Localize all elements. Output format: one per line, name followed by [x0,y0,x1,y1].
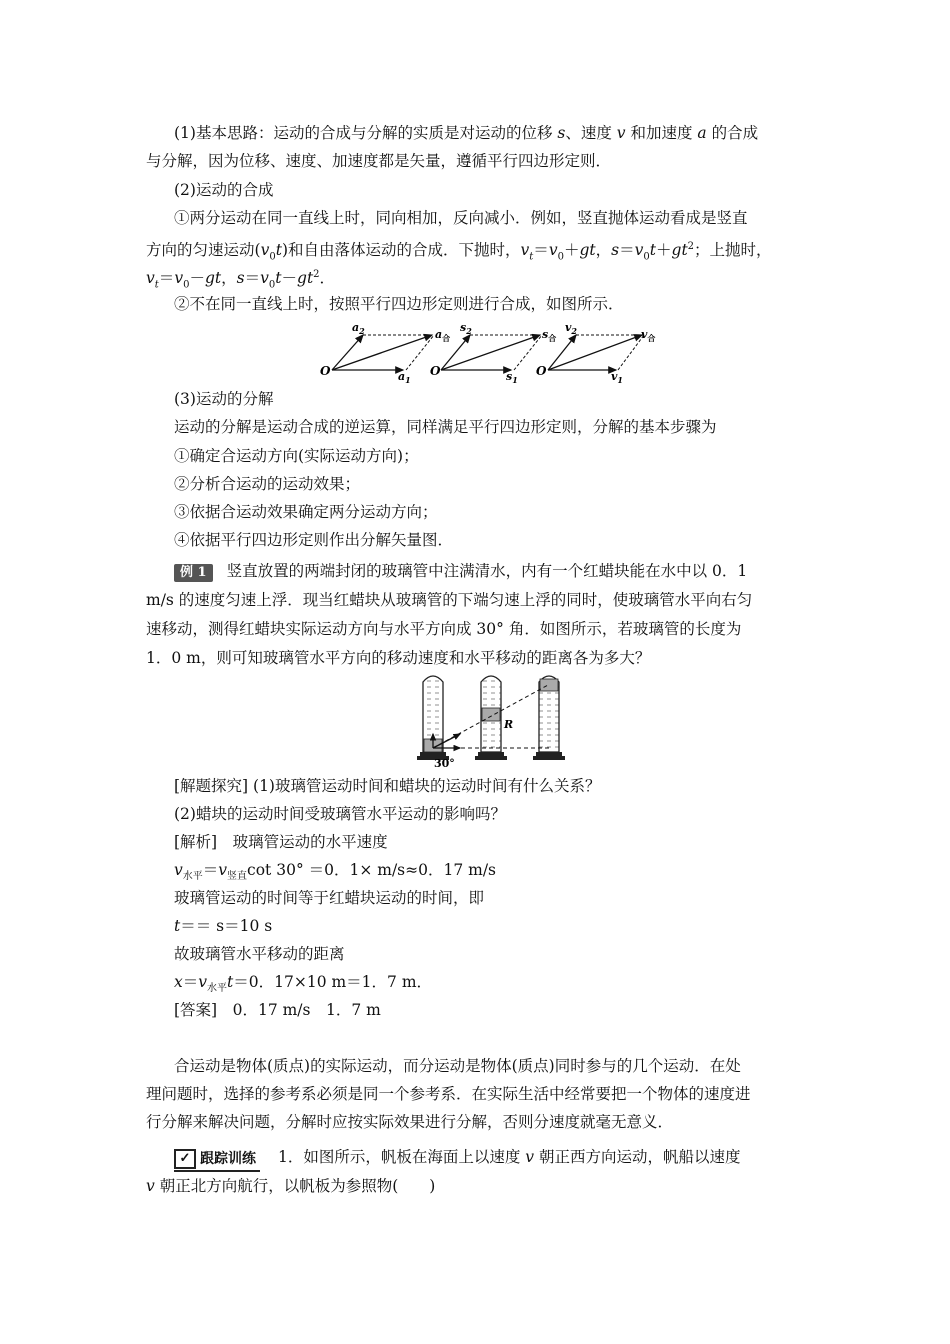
para-same-line-1: ①两分运动在同一直线上时，同向相加，反向减小．例如，竖直抛体运动看成是竖直 [174,209,748,227]
para-not-same-line: ②不在同一直线上时，按照平行四边形定则进行合成，如图所示． [174,295,624,313]
step-1: ①确定合运动方向(实际运动方向)； [174,447,419,465]
svg-text:v合: $v_合$ [641,328,656,343]
equation-time: t＝＝ s＝10 s [174,917,273,935]
para-same-line-2: 方向的匀速运动$(v_0t)$和自由落体运动的合成．下抛时，$v_t=v_0+gt$，$s=v_0t+gt^2$；上抛时， [146,241,772,263]
parallelogram-diagram [318,320,658,384]
svg-text:v1: $v_1$ [611,370,623,384]
diagram-velocity [536,321,655,384]
svg-text:a合: $a_合$ [435,328,451,343]
equation-distance: $x=v_{水平}t=0$．17×10 m＝1．7 m． [174,973,433,995]
svg-text:s2: $s_2$ [460,321,472,336]
summary-line1: 合运动是物体(质点)的实际运动，而分运动是物体(质点)同时参与的几个运动．在处 [174,1057,741,1075]
check-icon: ✓ [174,1149,196,1169]
summary-line2: 理问题时，选择的参考系必须是同一个参考系．在实际生活中经常要把一个物体的速度进 [146,1085,751,1103]
svg-text:a2: $a_2$ [352,321,365,336]
para-basic-idea-line2: 与分解，因为位移、速度、加速度都是矢量，遵循平行四边形定则． [146,152,612,170]
step-4: ④依据平行四边形定则作出分解矢量图． [174,531,454,549]
svg-text:O: O [320,364,331,378]
equation-horizontal-speed: $v_{水平}=v_{竖直}\cot$ 30° ＝0．1× m/s≈0．17 m/s [174,861,497,883]
training-badge: ✓ 跟踪训练 [174,1149,260,1172]
step-2: ②分析合运动的运动效果； [174,475,361,493]
answer: [答案] 0．17 m/s 1．7 m [174,1001,381,1019]
step-3: ③依据合运动效果确定两分运动方向； [174,503,438,521]
example-tag: 例 1 [174,564,213,582]
svg-text:O: O [536,364,547,378]
svg-text:O: O [430,364,441,378]
analysis-heading: [解析] 玻璃管运动的水平速度 [174,833,388,851]
training-line2: v 朝正北方向航行，以帆板为参照物( ) [146,1177,436,1195]
svg-text:a1: $a_1$ [398,370,411,384]
question-2: (2)蜡块的运动时间受玻璃管水平运动的影响吗？ [174,805,506,823]
analysis-distance-text: 故玻璃管水平移动的距离 [174,945,345,963]
example-line3: 速移动，测得红蜡块实际运动方向与水平方向成 30° 角．如图所示，若玻璃管的长度为 [146,620,742,638]
svg-text:s1: $s_1$ [506,370,518,384]
para-decomposition-intro: 运动的分解是运动合成的逆运算，同样满足平行四边形定则，分解的基本步骤为 [174,418,717,436]
question-1: [解题探究] (1)玻璃管运动时间和蜡块的运动时间有什么关系？ [174,777,601,795]
heading-decomposition: (3)运动的分解 [174,390,274,408]
svg-text:v2: $v_2$ [565,321,577,336]
example-line1: 例 1 竖直放置的两端封闭的玻璃管中注满清水，内有一个红蜡块能在水中以 0．1 [174,561,747,582]
heading-composition: (2)运动的合成 [174,181,274,199]
analysis-time-text: 玻璃管运动的时间等于红蜡块运动的时间，即 [174,889,485,907]
example-line2: m/s 的速度匀速上浮．现当红蜡块从玻璃管的下端匀速上浮的同时，使玻璃管水平向右匀 [146,591,753,609]
svg-text:R: R [504,718,514,731]
example-line4: 1．0 m，则可知玻璃管水平方向的移动速度和水平移动的距离各为多大？ [146,649,651,667]
summary-line3: 行分解来解决问题，分解时应按实际效果进行分解，否则分速度就毫无意义． [146,1113,674,1131]
para-same-line-3: $v_t=v_0-gt$，$s=v_0t-gt^2$． [146,269,336,291]
glass-tube-diagram [410,672,570,768]
svg-text:30°: 30° [434,757,455,768]
training-line1: ✓ 跟踪训练 1．如图所示，帆板在海面上以速度 v 朝正西方向运动，帆船以速度 [174,1147,741,1172]
para-basic-idea-line1: (1)基本思路：运动的合成与分解的实质是对运动的位移 s、速度 v 和加速度 a 的合成 [174,124,759,142]
svg-text:s合: $s_合$ [542,328,557,343]
